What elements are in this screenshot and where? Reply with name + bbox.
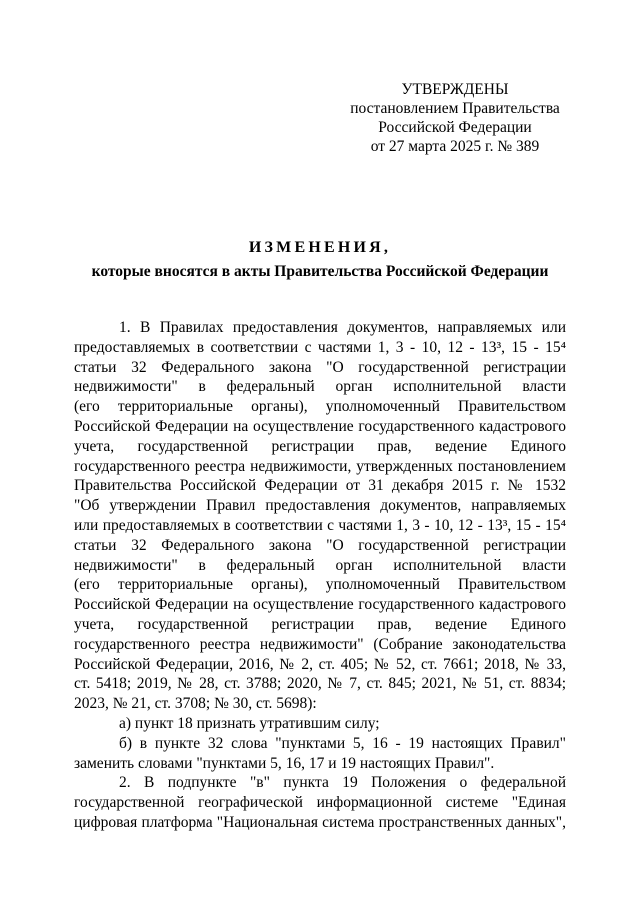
approval-block [340, 80, 570, 156]
body-line: Российской Федерации на осуществление государственного кадастрового [74, 596, 566, 614]
body-line: ст. 5418; 2019, № 28, ст. 3788; 2020, № 7, ст. 845; 2021, № 51, ст. 8834; [74, 675, 566, 693]
body-line: или предоставляемых в соответствии с частями 1, 3 - 10, 12 - 13³, 15 - 15⁴ [74, 516, 566, 534]
body-line: недвижимости" в федеральный орган исполнительной власти [74, 378, 566, 396]
body-line: б) в пункте 32 слова "пунктами 5, 16 - 19 настоящих Правил" [119, 734, 566, 752]
approval-line-3: от 27 марта 2025 г. № 389 [370, 138, 540, 155]
body-line: 2. В подпункте "в" пункта 19 Положения о федеральной [119, 774, 566, 792]
document-body [74, 318, 566, 833]
body-line: недвижимости" в федеральный орган исполнительной власти [74, 556, 566, 574]
body-line: 1. В Правилах предоставления документов, направляемых или [119, 319, 566, 336]
body-line: (его территориальные органы), уполномоченный Правительством [74, 576, 566, 594]
body-line: 2023, № 21, ст. 3708; № 30, ст. 5698): [74, 695, 317, 713]
body-line: Российской Федерации, 2016, № 2, ст. 405; № 52, ст. 7661; 2018, № 33, [74, 655, 566, 673]
approval-line-1: постановлением Правительства [350, 100, 560, 117]
body-line: учета, государственной регистрации прав, ведение Единого [74, 615, 566, 633]
body-line: государственного реестра недвижимости, утвержденных постановлением [74, 457, 566, 475]
approval-heading: УТВЕРЖДЕНЫ [401, 81, 509, 98]
body-line: государственной географической информационной системе "Единая [74, 794, 566, 812]
body-line: статьи 32 Федерального закона "О государственной регистрации [74, 536, 566, 554]
body-line: "Об утверждении Правил предоставления документов, направляемых [74, 497, 566, 515]
body-line: статьи 32 Федерального закона "О государственной регистрации [74, 358, 566, 376]
body-line: (его территориальные органы), уполномоченный Правительством [74, 398, 566, 416]
body-line: цифровая платформа "Национальная система пространственных данных", [74, 813, 566, 831]
body-line: Российской Федерации на осуществление государственного кадастрового [74, 417, 566, 435]
document-title: ИЗМЕНЕНИЯ, [248, 239, 392, 256]
body-line: учета, государственной регистрации прав, ведение Единого [74, 437, 566, 455]
document-subtitle: которые вносятся в акты Правительства Российской Федерации [91, 263, 549, 280]
approval-line-2: Российской Федерации [378, 119, 532, 136]
body-line: а) пункт 18 признать утратившим силу; [119, 714, 380, 732]
body-line: предоставляемых в соответствии с частями 1, 3 - 10, 12 - 13³, 15 - 15⁴ [74, 338, 566, 356]
body-line: государственного реестра недвижимости" (Собрание законодательства [74, 635, 566, 653]
body-line: Правительства Российской Федерации от 31 декабря 2015 г. № 1532 [74, 477, 566, 495]
body-line: заменить словами "пунктами 5, 16, 17 и 19 настоящих Правил". [74, 754, 495, 772]
